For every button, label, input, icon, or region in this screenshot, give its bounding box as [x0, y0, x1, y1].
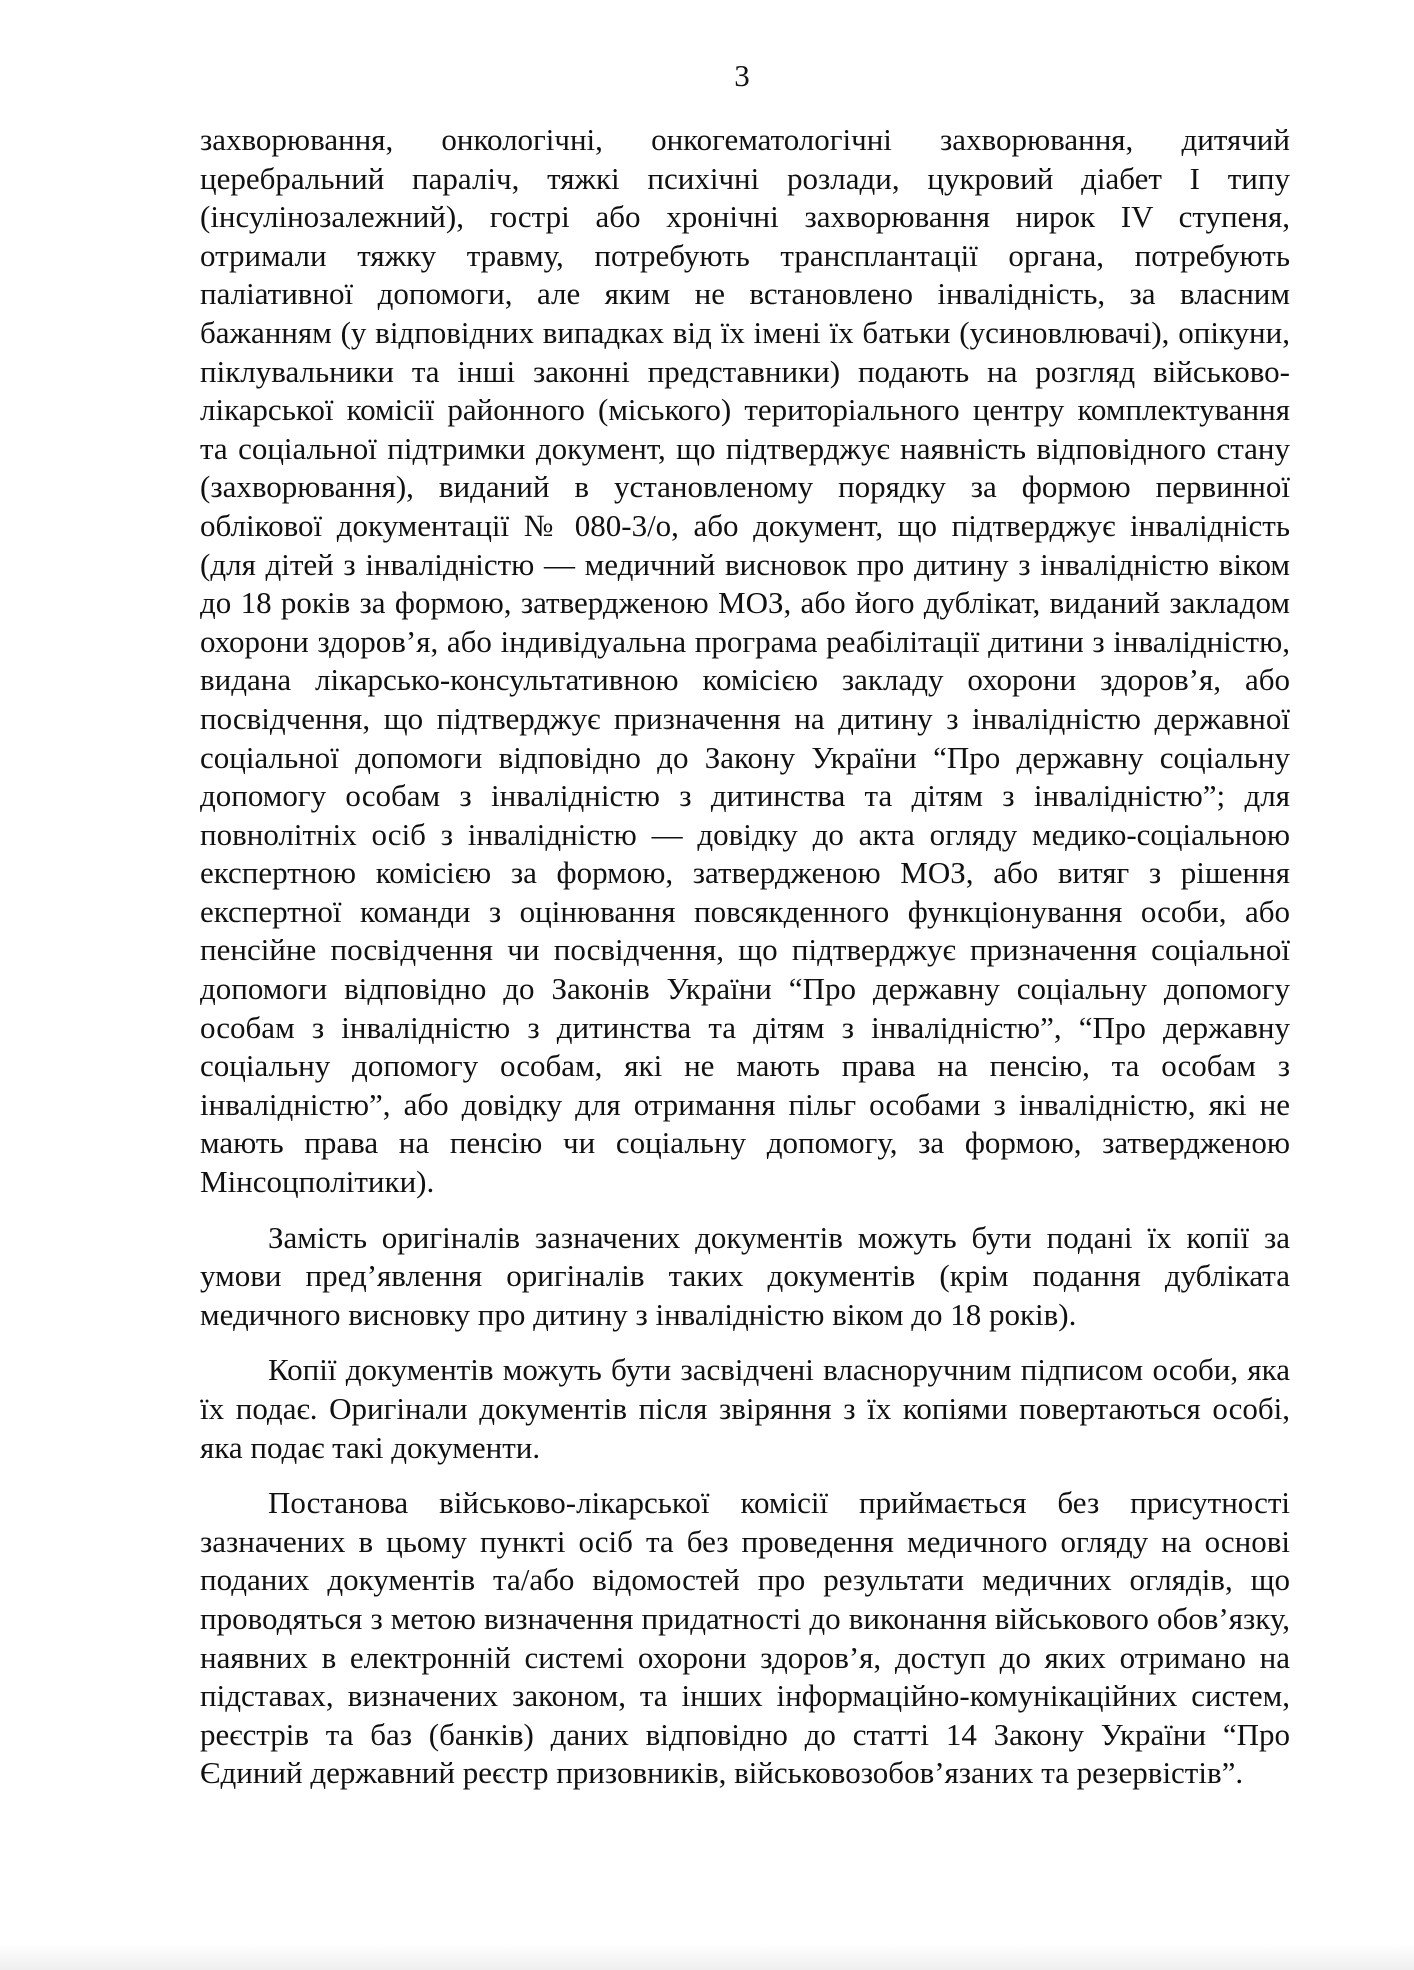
- paragraph-certified-copies: Копії документів можуть бути засвідчені власноручним підписом особи, яка їх подає. Оригінали документів після звіряння з їх копіями повертаються особі, яка подає такі документи.: [200, 1352, 1290, 1465]
- page-number: 3: [734, 58, 750, 93]
- document-body: [200, 121, 1290, 1793]
- paragraph-commission-resolution: Постанова військово-лікарської комісії приймається без присутності зазначених в цьому пункті осіб та без проведення медичного огляду на основі поданих документів та/або відомостей про результати медичних оглядів, що проводяться з метою визначення придатності до виконання військового обов’язку, наявних в електронній системі охорони здоров’я, доступ до яких отримано на підставах, визначених законом, та інших інформаційно-комунікаційних систем, реєстрів та баз (банків) даних відповідно до статті 14 Закону України “Про Єдиний державний реєстр призовників, військовозобов’язаних та резервістів”.: [200, 1485, 1290, 1791]
- paragraph-continuation: захворювання, онкологічні, онкогематологічні захворювання, дитячий церебральний параліч, тяжкі психічні розлади, цукровий діабет І типу (інсулінозалежний), гострі або хронічні захворювання нирок IV ступеня, отримали тяжку травму, потребують трансплантації органа, потребують паліативної допомоги, але яким не встановлено інвалідність, за власним бажанням (у відповідних випадках від їх імені їх батьки (усиновлювачі), опікуни, піклувальники та інші законні представники) подають на розгляд військово-лікарської комісії районного (міського) територіального центру комплектування та соціальної підтримки документ, що підтверджує наявність відповідного стану (захворювання), виданий в установленому порядку за формою первинної облікової документації № 080-3/о, або документ, що підтверджує інвалідність (для дітей з інвалідністю — медичний висновок про дитину з інвалідністю віком до 18 років за формою, затвердженою МОЗ, або його дублікат, виданий закладом охорони здоров’я, або індивідуальна програма реабілітації дитини з інвалідністю, видана лікарсько-консультативною комісією закладу охорони здоров’я, або посвідчення, що підтверджує призначення на дитину з інвалідністю державної соціальної допомоги відповідно до Закону України “Про державну соціальну допомогу особам з інвалідністю з дитинства та дітям з інвалідністю”; для повнолітніх осіб з інвалідністю — довідку до акта огляду медико-соціальною експертною комісією за формою, затвердженою МОЗ, або витяг з рішення експертної команди з оцінювання повсякденного функціонування особи, або пенсійне посвідчення чи посвідчення, що підтверджує призначення соціальної допомоги відповідно до Законів України “Про державну соціальну допомогу особам з інвалідністю з дитинства та дітям з інвалідністю”, “Про державну соціальну допомогу особам, які не мають права на пенсію, та особам з інвалідністю”, або довідку для отримання пільг особами з інвалідністю, які не мають права на пенсію чи соціальну допомогу, за формою, затвердженою Мінсоцполітики).: [200, 122, 1290, 1200]
- page-bottom-shadow: [0, 1944, 1414, 1970]
- paragraph-copies-of-originals: Замість оригіналів зазначених документів можуть бути подані їх копії за умови пред’явлення оригіналів таких документів (крім подання дубліката медичного висновку про дитину з інвалідністю віком до 18 років).: [200, 1219, 1290, 1332]
